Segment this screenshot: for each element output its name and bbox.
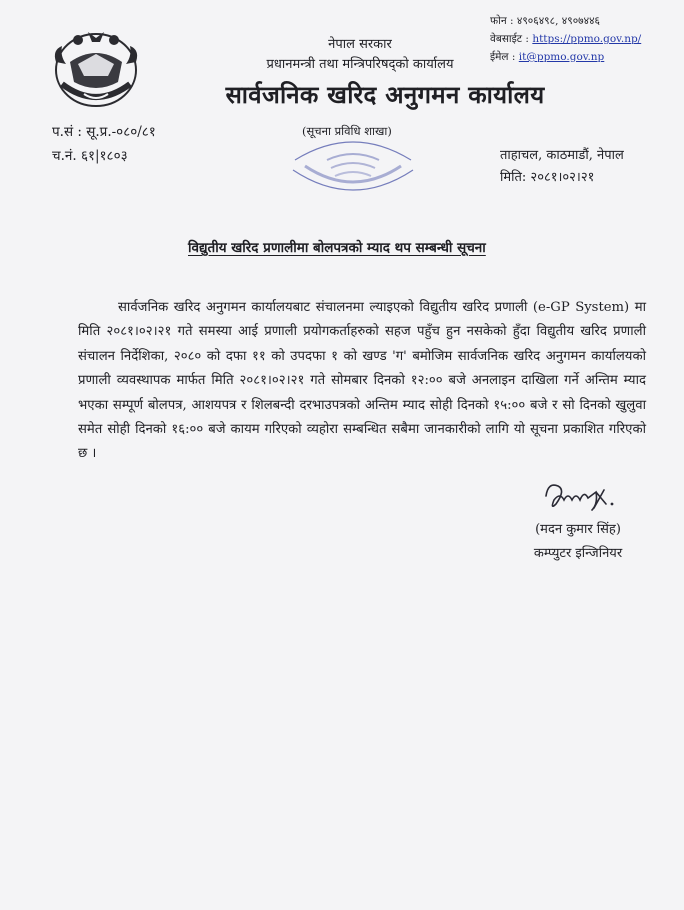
notice-title: विद्युतीय खरिद प्रणालीमा बोलपत्रको म्याद थप सम्बन्धी सूचना [188, 240, 486, 256]
signature-icon [540, 478, 620, 514]
contact-block [490, 12, 682, 66]
email-label: ईमेल : [490, 51, 516, 63]
website-row [490, 30, 682, 48]
notice-body: सार्वजनिक खरिद अनुगमन कार्यालयबाट संचालनमा ल्याइएको विद्युतीय खरिद प्रणाली (e-GP System) मा मिति २०८१।०२।२१ गते समस्या आई प्रणाली प्रयोगकर्ताहरुको सहज पहुँच हुन नसकेको हुँदा विद्युतीय खरिद प्रणाली संचालन निर्देशिका, २०८० को दफा ११ को उपदफा १ को खण्ड 'ग' बमोजिम सार्वजनिक खरिद अनुगमन कार्यालयको प्रणाली व्यवस्थापक मार्फत मिति २०८१।०२।२१ गते सोमबार दिनको १२:०० बजे अनलाइन दाखिला गर्ने अन्तिम म्याद भएका सम्पूर्ण बोलपत्र, आशयपत्र र शिलबन्दी दरभाउपत्रको अन्तिम म्याद सोही दिनको १५:०० बजे र सो दिनको खुलुवा समेत सोही दिनको १६:०० बजे कायम गरिएको व्यहोरा सम्बन्धित सबैमा जानकारीको लागि यो सूचना प्रकाशित गरिएको छ । [78, 300, 646, 462]
office-stamp-icon [283, 130, 423, 196]
letter-number: प.सं : सू.प्र.-०८०/८१ [52, 124, 156, 140]
email-link[interactable]: it@ppmo.gov.np [518, 51, 605, 63]
government-name: नेपाल सरकार [328, 37, 392, 52]
email-row [490, 48, 682, 66]
website-label: वेबसाईट : [490, 33, 529, 45]
website-link[interactable]: https://ppmo.gov.np/ [532, 33, 642, 45]
signatory-name: (मदन कुमार सिंह) [535, 522, 621, 537]
letter-date: मिति: २०८१।०२।२१ [500, 170, 595, 185]
signatory-designation: कम्प्युटर इन्जिनियर [533, 546, 623, 561]
address-date-block [500, 145, 624, 189]
dispatch-number: च.नं. ६१|१८०३ [52, 148, 128, 164]
nepal-emblem-icon [48, 24, 144, 112]
signatory-block [508, 518, 648, 566]
section-name: (सूचना प्रविधि शाखा) [302, 124, 392, 138]
phone-label: फोन : [490, 15, 514, 27]
phone-number: ४९०६४९८, ४९०७४४६ [516, 15, 600, 27]
ministry-name: प्रधानमन्त्री तथा मन्त्रिपरिषद्को कार्यालय [266, 57, 454, 72]
phone-row [490, 12, 682, 30]
office-address: ताहाचल, काठमाडौं, नेपाल [500, 148, 624, 163]
reference-block [52, 120, 156, 168]
office-name: सार्वजनिक खरिद अनुगमन कार्यालय [225, 80, 545, 109]
